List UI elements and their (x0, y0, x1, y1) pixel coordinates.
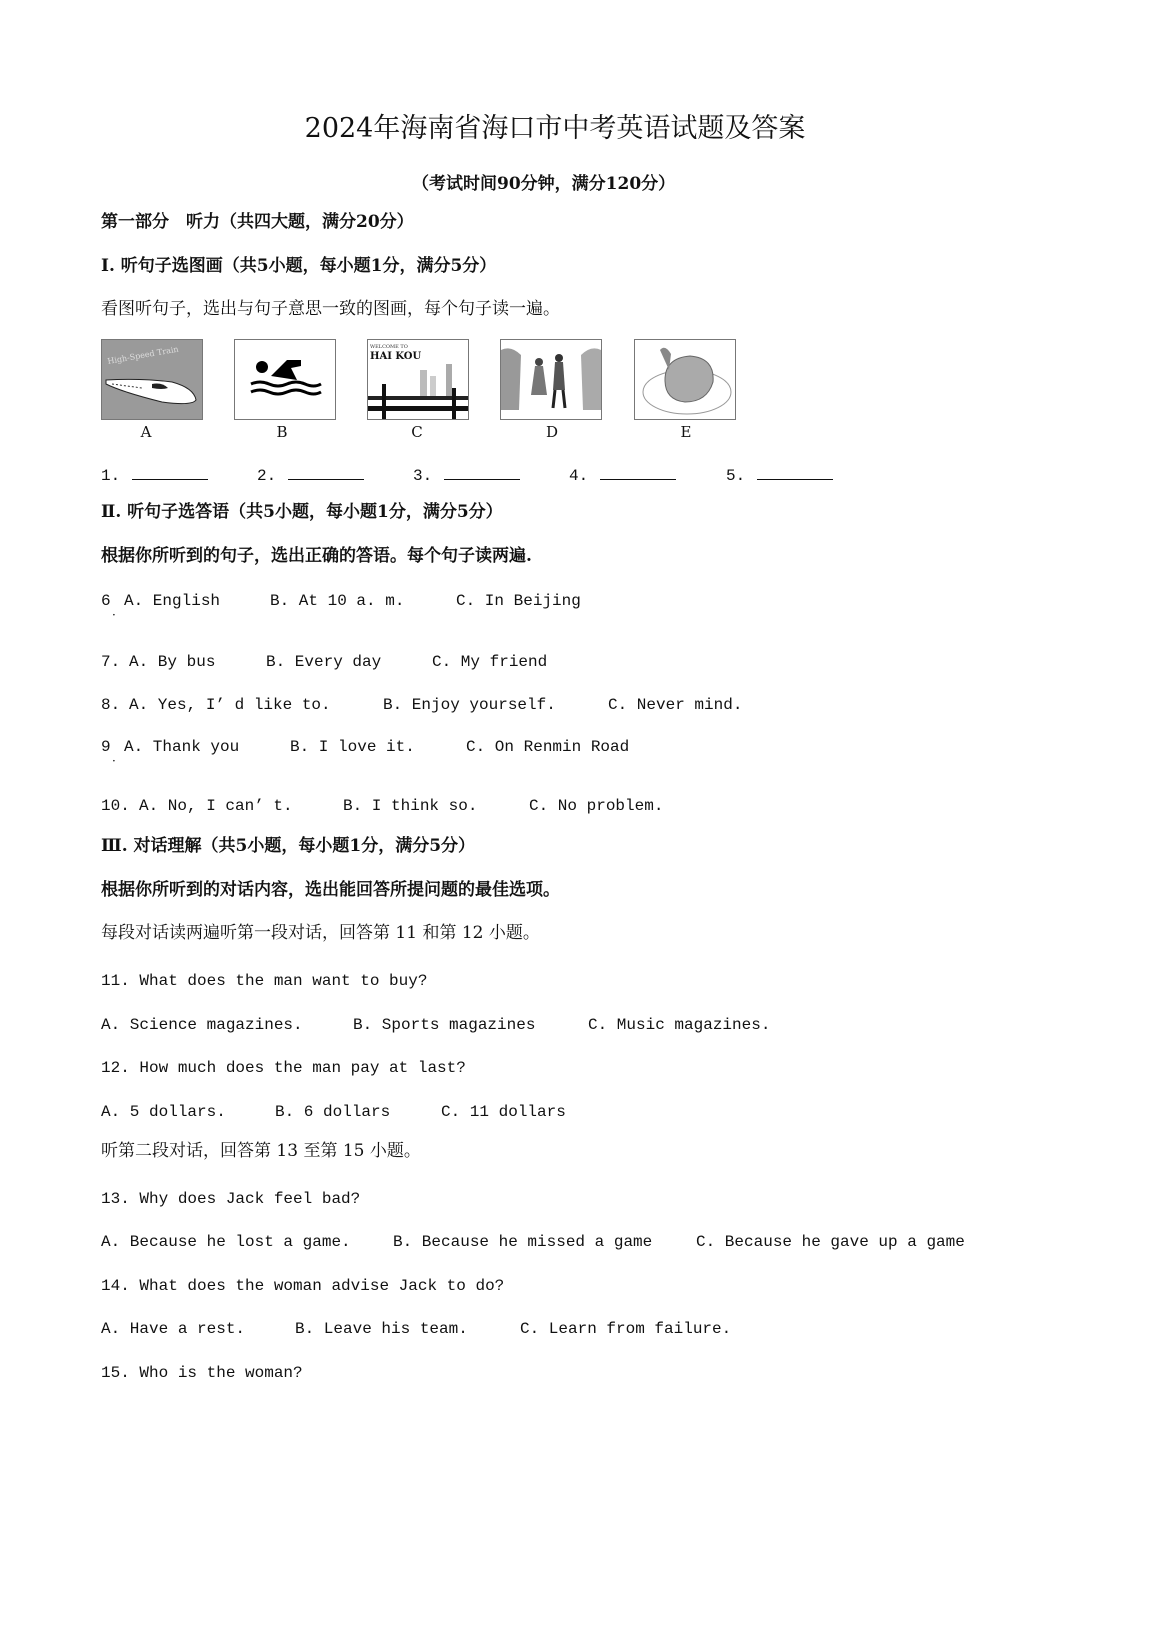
sec2-heading: Ⅱ. 听句子选答语（共5小题，每小题1分，满分5分） (101, 502, 503, 522)
option-c: C. Learn from failure. (520, 1320, 732, 1338)
option-a: A. Thank you (124, 738, 240, 756)
option-b: B. I think so. (343, 797, 478, 815)
question-12: 12. How much does the man pay at last? (101, 1059, 466, 1077)
haikou-text: HAI KOU (370, 351, 422, 362)
picture-a-train (101, 339, 203, 420)
picture-d-dancing (500, 339, 602, 420)
option-b: B. Sports magazines (353, 1016, 536, 1034)
dot-mark: · (112, 608, 116, 622)
blank-number: 5. (726, 467, 746, 485)
option-a: A. Because he lost a game. (101, 1233, 351, 1251)
option-b: B. Enjoy yourself. (383, 696, 556, 714)
page-title: 2024年海南省海口市中考英语试题及答案 (304, 113, 806, 144)
answer-blank-2[interactable] (257, 463, 364, 485)
dialog2-instruction: 听第二段对话，回答第 13 至第 15 小题。 (101, 1141, 421, 1161)
exam-info: （考试时间90分钟，满分120分） (412, 174, 676, 194)
answer-blank-4[interactable] (569, 463, 676, 485)
part1-heading: 第一部分 听力（共四大题，满分20分） (101, 212, 414, 232)
option-a: A. Yes, I’ d like to. (129, 696, 331, 714)
question-number: 7. (101, 653, 121, 671)
picture-label: D (545, 423, 559, 441)
option-c: C. My friend (432, 653, 548, 671)
question-13: 13. Why does Jack feel bad? (101, 1190, 361, 1208)
question-number: 6 (101, 592, 111, 610)
blank-number: 2. (257, 467, 277, 485)
option-b: B. I love it. (290, 738, 415, 756)
question-14: 14. What does the woman advise Jack to do? (101, 1277, 505, 1295)
sec3-heading: Ⅲ. 对话理解（共5小题，每小题1分，满分5分） (101, 836, 476, 856)
option-a: A. English (124, 592, 221, 610)
answer-blank-5[interactable] (726, 463, 833, 485)
option-a: A. 5 dollars. (101, 1103, 226, 1121)
dot-mark: · (112, 754, 116, 768)
option-c: C. No problem. (529, 797, 664, 815)
blank-number: 3. (413, 467, 433, 485)
option-c: C. In Beijing (456, 592, 581, 610)
option-a: A. Science magazines. (101, 1016, 303, 1034)
option-b: B. Every day (266, 653, 382, 671)
blank-number: 1. (101, 467, 121, 485)
option-c: C. Never mind. (608, 696, 743, 714)
question-11: 11. What does the man want to buy? (101, 972, 428, 990)
welcome-text: WELCOME TO (370, 344, 408, 350)
sec1-heading: Ⅰ. 听句子选图画（共5小题，每小题1分，满分5分） (101, 256, 497, 276)
picture-label: B (276, 423, 288, 441)
train-caption: High-Speed Train (106, 344, 180, 366)
option-b: B. 6 dollars (275, 1103, 391, 1121)
picture-label: C (411, 423, 423, 441)
sec2-instruction: 根据你所听到的句子，选出正确的答语。每个句子读两遍. (101, 546, 532, 566)
dialog1-instruction: 每段对话读两遍听第一段对话，回答第 11 和第 12 小题。 (101, 923, 540, 943)
option-c: C. On Renmin Road (466, 738, 630, 756)
question-15: 15. Who is the woman? (101, 1364, 303, 1382)
question-number: 10. (101, 797, 130, 815)
option-a: A. Have a rest. (101, 1320, 246, 1338)
sec1-instruction: 看图听句子，选出与句子意思一致的图画，每个句子读一遍。 (101, 299, 560, 319)
answer-blank-1[interactable] (101, 463, 208, 485)
option-c: C. 11 dollars (441, 1103, 566, 1121)
sec3-instruction: 根据你所听到的对话内容，选出能回答所提问题的最佳选项。 (101, 880, 560, 900)
option-b: B. At 10 a. m. (270, 592, 405, 610)
option-a: A. By bus (129, 653, 216, 671)
picture-c-haikou (367, 339, 469, 420)
option-c: C. Because he gave up a game (696, 1233, 965, 1251)
answer-blank-3[interactable] (413, 463, 520, 485)
picture-b-swimming (234, 339, 336, 420)
question-number: 8. (101, 696, 121, 714)
option-b: B. Because he missed a game (393, 1233, 653, 1251)
blank-number: 4. (569, 467, 589, 485)
option-a: A. No, I can’ t. (139, 797, 293, 815)
option-c: C. Music magazines. (588, 1016, 771, 1034)
picture-label: E (680, 423, 692, 441)
picture-e-chicken (634, 339, 736, 420)
question-number: 9 (101, 738, 111, 756)
picture-label: A (140, 423, 152, 441)
option-b: B. Leave his team. (295, 1320, 468, 1338)
